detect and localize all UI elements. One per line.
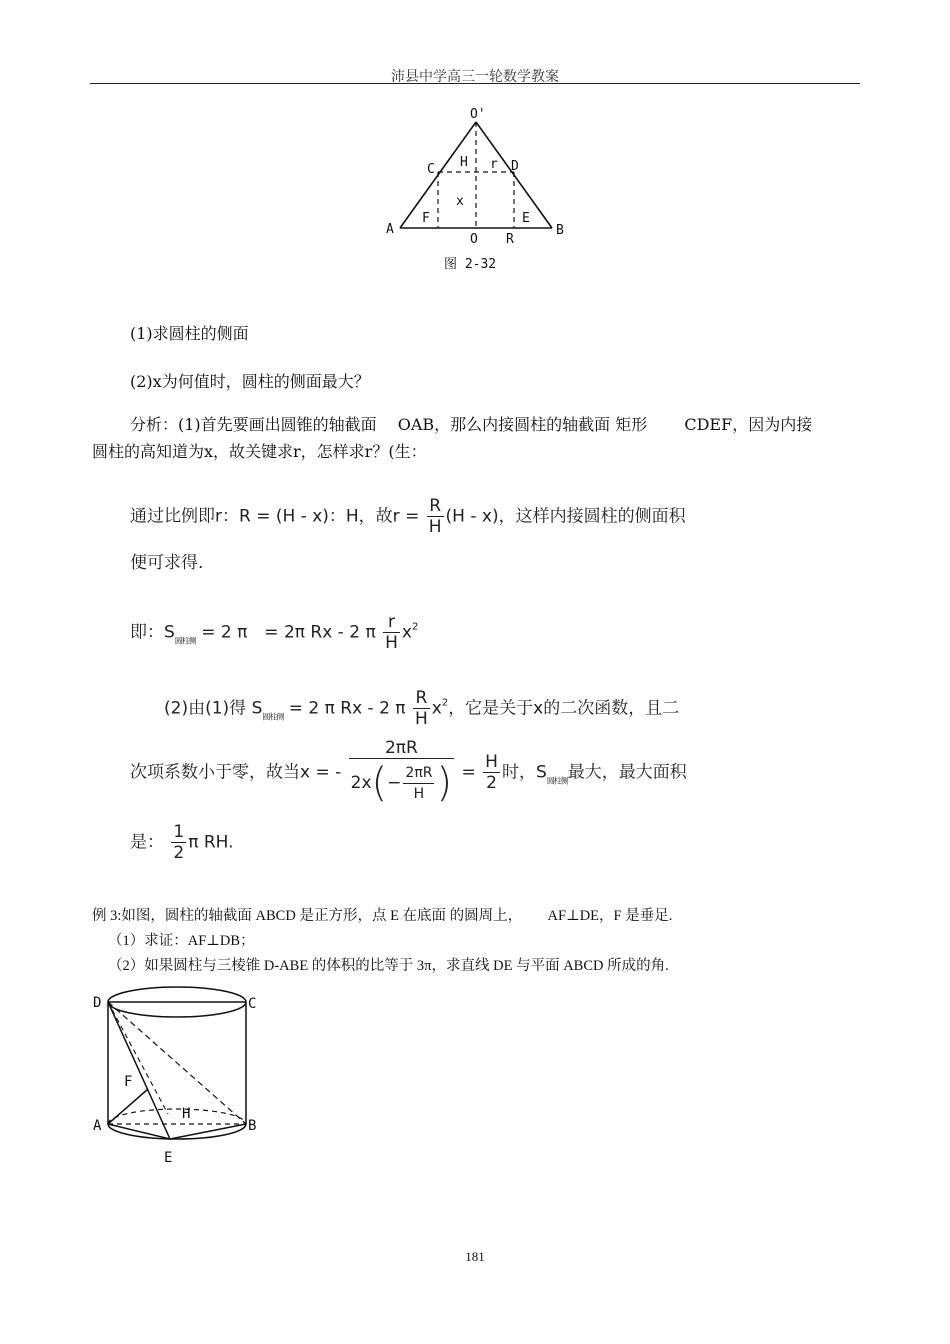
question-2: (2)x为何值时，圆柱的侧面最大？: [130, 372, 370, 391]
denominator-coefficient: 2x: [350, 773, 372, 793]
fraction-R-over-H: [413, 688, 430, 729]
label-H: H: [460, 155, 468, 170]
derivation-text: = 2 π = 2π Rx - 2 π: [201, 622, 376, 643]
label-A: A: [386, 222, 394, 237]
derivation-text: 时，S: [501, 762, 547, 783]
label-B: B: [556, 223, 564, 238]
derivation-line-2: 便可求得.: [130, 553, 204, 573]
derivation-text: 是：: [130, 832, 164, 853]
derivation-line-6: [130, 822, 234, 863]
label-E: E: [522, 211, 530, 226]
derivation-text: = 2 π Rx - 2 π: [288, 698, 406, 719]
subscript: 圆柱侧: [546, 776, 568, 786]
question-1: (1)求圆柱的侧面: [130, 324, 249, 343]
derivation-text: x: [431, 698, 442, 719]
page-number: 181: [465, 1249, 485, 1264]
superscript: 2: [441, 697, 449, 709]
derivation-text: 最大，最大面积: [567, 762, 687, 783]
fraction-denominator: H: [414, 709, 428, 729]
derivation-text: (H - x)，这样内接圆柱的侧面积: [445, 506, 686, 527]
fraction-one-half: [171, 822, 186, 863]
label-r: r: [490, 157, 498, 172]
fraction-numerator: 2πR: [349, 738, 454, 759]
label-B: B: [248, 1118, 257, 1134]
subscript: 圆柱侧: [174, 636, 196, 646]
fraction-vertex: [349, 738, 454, 807]
derivation-text: 次项系数小于零，故当x = -: [130, 762, 342, 783]
fraction-r-over-H: [383, 612, 400, 653]
label-C: C: [248, 996, 257, 1012]
fraction-numerator: R: [427, 496, 444, 517]
label-D: D: [511, 159, 519, 174]
fraction-H-over-2: [483, 752, 500, 793]
example-3-statement: 例 3:如图，圆柱的轴截面 ABCD 是正方形，点 E 在底面 的圆周上， AF⊥DE，F 是垂足.: [92, 908, 673, 924]
inner-fraction: [403, 763, 434, 804]
label-O: O: [470, 232, 478, 247]
derivation-text: 即：S: [130, 622, 175, 643]
example-3-part-1: （1）求证：AF⊥DB；: [108, 933, 255, 949]
label-A: A: [93, 1118, 102, 1134]
equals-sign: =: [461, 762, 476, 783]
fraction-denominator: 2: [486, 773, 497, 793]
derivation-text: 通过比例即r：R = (H - x)：H，故r =: [130, 506, 420, 527]
analysis-line-1: 分析：(1)首先要画出圆锥的轴截面 OAB，那么内接圆柱的轴截面 矩形 CDEF，因为内接: [130, 415, 813, 434]
left-paren: (: [371, 760, 388, 806]
derivation-line-3: [130, 612, 418, 653]
fraction-numerator: 2πR: [403, 763, 434, 784]
label-O-prime: O': [470, 107, 486, 122]
label-F: F: [124, 1074, 133, 1090]
page-header: 沛县中学高三一轮数学教案: [391, 69, 559, 85]
derivation-text: (2)由(1)得 S: [164, 698, 263, 719]
label-H: H: [182, 1106, 191, 1122]
superscript: 2: [411, 621, 419, 633]
label-E: E: [164, 1150, 173, 1166]
label-F: F: [422, 211, 430, 226]
derivation-text: π RH.: [188, 832, 234, 853]
cylinder-pyramid-figure: [88, 978, 278, 1168]
right-paren: ): [436, 760, 453, 806]
derivation-line-4: [164, 688, 679, 729]
example-3-part-2: （2）如果圆柱与三棱锥 D-ABE 的体积的比等于 3π，求直线 DE 与平面 ABCD 所成的角.: [108, 958, 669, 974]
label-C: C: [427, 162, 435, 177]
analysis-line-2: 圆柱的高知道为x，故关键求r，怎样求r？(生：: [92, 442, 427, 461]
subscript: 圆柱侧: [262, 712, 284, 722]
label-R: R: [506, 232, 514, 247]
inner-minus: −: [387, 773, 402, 793]
fraction-denominator: H: [428, 517, 442, 537]
fraction-numerator: r: [383, 612, 400, 633]
fraction-denominator: H: [385, 633, 398, 653]
fraction-numerator: H: [485, 752, 498, 772]
fraction-denominator: 2: [173, 843, 185, 863]
cone-cylinder-figure: [380, 104, 580, 276]
label-x: x: [456, 194, 464, 209]
derivation-line-5: [130, 738, 687, 807]
derivation-text: ，它是关于x的二次函数，且二: [448, 698, 680, 719]
derivation-line-1: [130, 496, 686, 537]
fraction-numerator: R: [413, 688, 430, 709]
fraction-denominator: H: [413, 785, 425, 802]
figure-caption: 图 2-32: [444, 257, 497, 272]
label-D: D: [93, 995, 102, 1011]
fraction-numerator: 1: [173, 822, 185, 842]
fraction-R-over-H: [427, 496, 444, 537]
header-rule: [90, 83, 860, 84]
derivation-text: x: [401, 622, 412, 643]
fraction-denominator: [349, 759, 454, 807]
